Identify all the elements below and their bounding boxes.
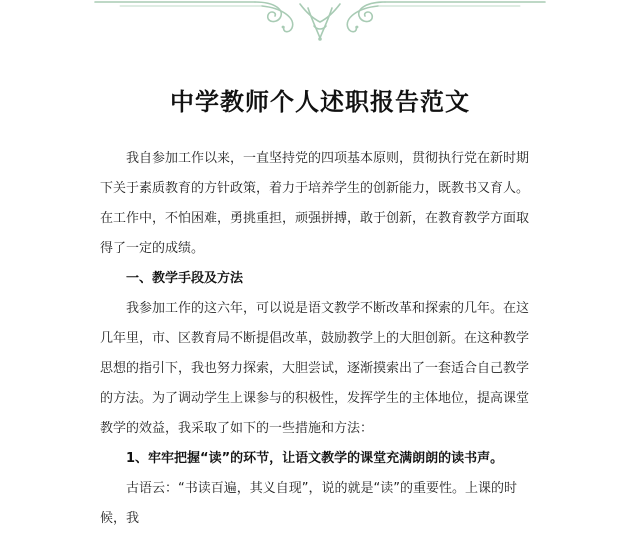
subsection-paragraph: 古语云：“书读百遍，其义自现”，说的就是“读”的重要性。上课的时候，我 [100,481,517,526]
intro-paragraph: 我自参加工作以来，一直坚持党的四项基本原则，贯彻执行党在新时期下关于素质教育的方针政策，着力于培养学生的创新能力，既教书又育人。在工作中，不怕困难，勇挑重担，顽强拼搏，敢于创新，在教育教学方面取得了一定的成绩。 [100,151,530,256]
section-paragraph: 我参加工作的这六年，可以说是语文教学不断改革和探索的几年。在这几年里，市、区教育局不断提倡改革，鼓励教学上的大胆创新。在这种教学思想的指引下，我也努力探索，大胆尝试，逐渐摸索出了一套适合自己教学的方法。为了调动学生上课参与的积极性，发挥学生的主体地位，提高课堂教学的效益，我采取了如下的一些措施和方法： [100,301,530,436]
document-body [100,144,540,534]
section-heading: 一、教学手段及方法 [126,271,244,286]
decorative-ornament-icon [0,0,640,42]
subsection-heading: 1、牢牢把握“读”的环节，让语文教学的课堂充满朗朗的读书声。 [126,451,504,466]
document-title: 中学教师个人述职报告范文 [170,88,470,116]
